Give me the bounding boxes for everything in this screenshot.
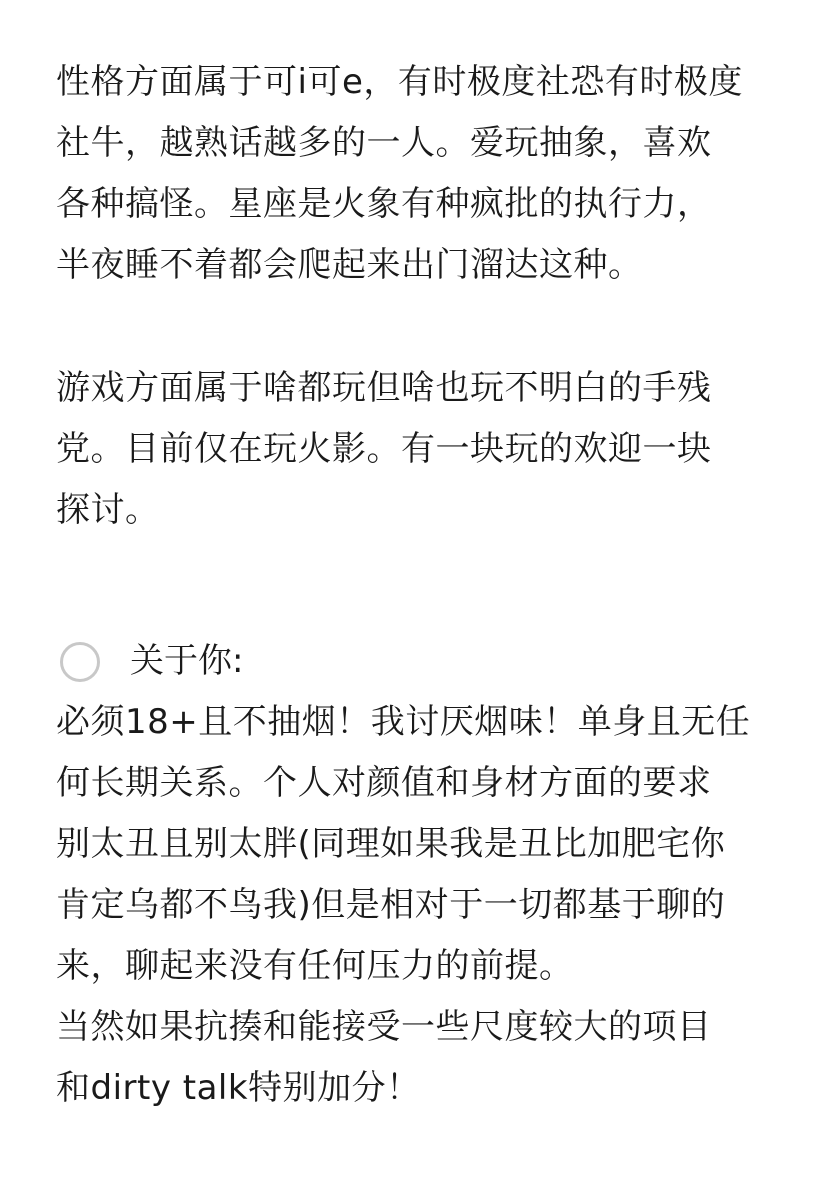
text-line: 探讨。 (56, 490, 160, 530)
paragraph-spacer (56, 541, 796, 631)
paragraph-spacer (56, 296, 796, 358)
text-line: 游戏方面属于啥都玩但啥也玩不明白的手残 (56, 368, 712, 408)
text-line: 来，聊起来没有任何压力的前提。 (56, 946, 574, 986)
paragraph-personality (56, 52, 796, 296)
text-line: 各种搞怪。星座是火象有种疯批的执行力， (56, 184, 712, 224)
text-line: 性格方面属于可i可e，有时极度社恐有时极度 (56, 62, 743, 102)
text-line: 何长期关系。个人对颜值和身材方面的要求 (56, 763, 712, 803)
section-title: 关于你: (130, 641, 244, 681)
text-line: 必须18+且不抽烟！我讨厌烟味！单身且无任 (56, 702, 751, 742)
section-header-about-you (56, 631, 796, 692)
paragraph-about-you (56, 692, 796, 1119)
text-line: 社牛，越熟话越多的一人。爱玩抽象，喜欢 (56, 123, 712, 163)
text-line: 半夜睡不着都会爬起来出门溜达这种。 (56, 245, 643, 285)
text-line: 别太丑且别太胖(同理如果我是丑比加肥宅你 (56, 824, 726, 864)
text-line: 和dirty talk特别加分！ (56, 1068, 421, 1108)
text-line: 党。目前仅在玩火影。有一块玩的欢迎一块 (56, 429, 712, 469)
paragraph-games (56, 358, 796, 541)
circle-outline-icon (60, 642, 100, 682)
text-line: 肯定乌都不鸟我)但是相对于一切都基于聊的 (56, 885, 726, 925)
post-body (56, 52, 796, 1119)
text-line: 当然如果抗揍和能接受一些尺度较大的项目 (56, 1007, 712, 1047)
